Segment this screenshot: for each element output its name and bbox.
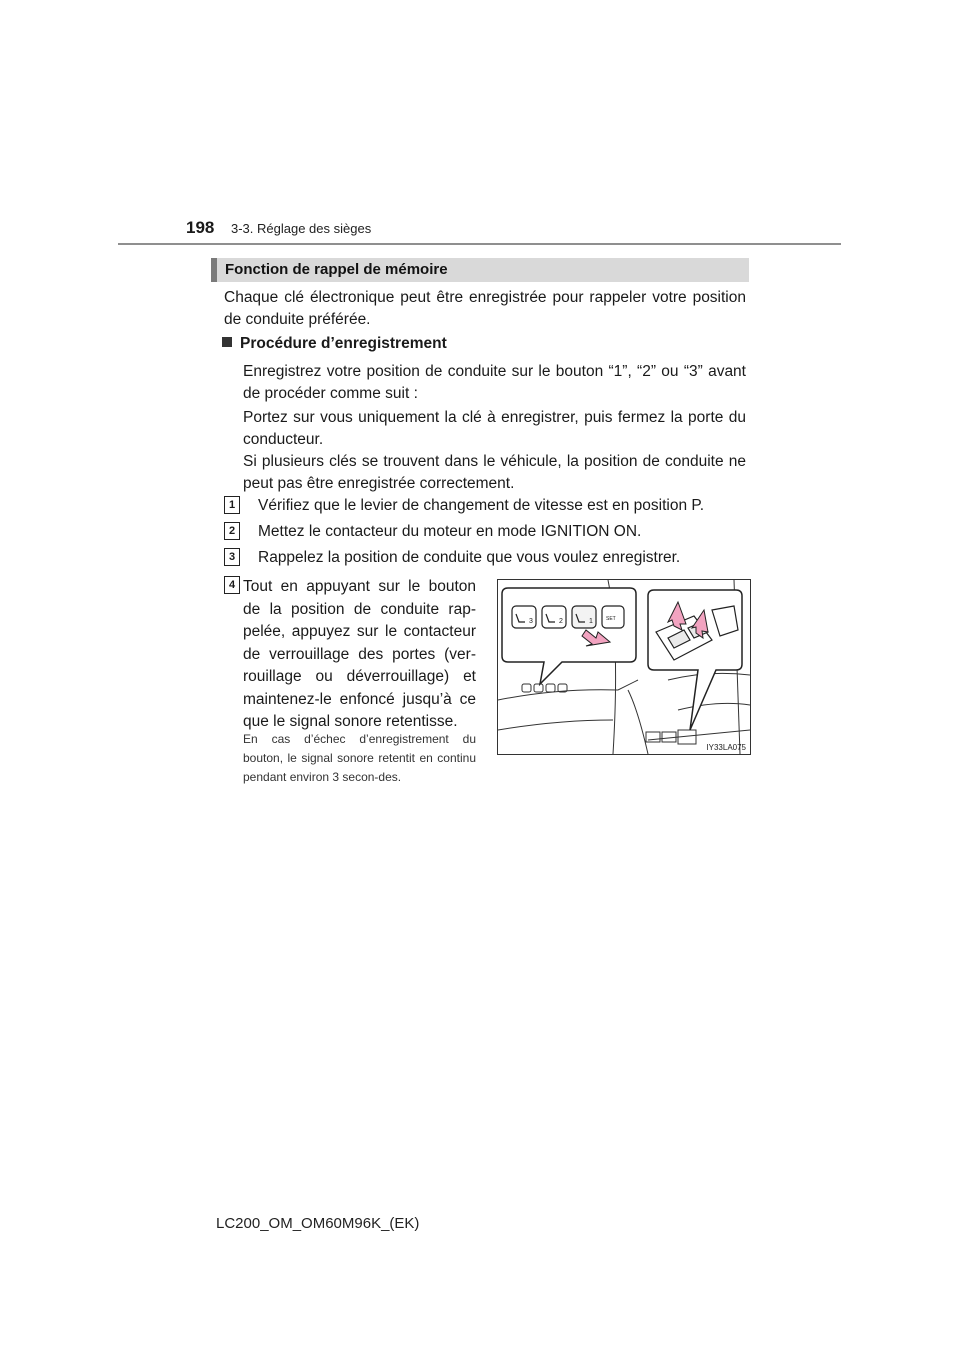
step-note: En cas d’échec d’enregistrement du bouton, le signal sonore retentit en continu pendant environ 3 secon-des.	[243, 732, 476, 784]
memory-button-label: 1	[589, 618, 593, 625]
figure-code: IY33LA075	[706, 743, 746, 752]
memory-switch-illustration	[497, 579, 751, 755]
step-text-4: Tout en appuyant sur le bouton de la position de conduite rap-pelée, appuyez sur le contacteur de verrouillage des portes (ver-rouillage ou déverrouillage) et maintenez-le enfoncé jusqu’à ce que le signal sonore retentisse.	[243, 578, 476, 730]
procedure-paragraph: Enregistrez votre position de conduite sur le bouton “1”, “2” ou “3” avant de procéder comme suit :	[243, 363, 746, 402]
step-text-1: Vérifiez que le levier de changement de vitesse est en position P.	[258, 497, 705, 514]
intro-paragraph: Chaque clé électronique peut être enregistrée pour rappeler votre position de conduite préférée.	[224, 289, 746, 328]
procedure-heading	[222, 335, 447, 353]
header-divider	[118, 243, 841, 245]
procedure-paragraph: Si plusieurs clés se trouvent dans le véhicule, la position de conduite ne peut pas être enregistrée correctement.	[243, 453, 746, 492]
memory-button-label: 2	[559, 618, 563, 625]
section-banner	[211, 258, 749, 282]
memory-button-label: SET	[606, 616, 616, 622]
step-text-2: Mettez le contacteur du moteur en mode IGNITION ON.	[258, 523, 642, 540]
memory-button-label: 3	[529, 618, 533, 625]
step-number-1: 1	[224, 496, 240, 514]
banner-accent-bar	[211, 258, 217, 282]
procedure-heading-text: Procédure d’enregistrement	[240, 335, 447, 352]
step-number-3: 3	[224, 548, 240, 566]
door-panel-drawing	[498, 580, 750, 754]
square-bullet-icon	[222, 337, 232, 347]
document-code: LC200_OM_OM60M96K_(EK)	[216, 1215, 420, 1232]
step-number-4: 4	[224, 576, 240, 594]
procedure-paragraph: Portez sur vous uniquement la clé à enregistrer, puis fermez la porte du conducteur.	[243, 409, 746, 448]
page-number: 198	[186, 218, 215, 237]
banner-title: Fonction de rappel de mémoire	[225, 261, 448, 278]
step-number-2: 2	[224, 522, 240, 540]
step-text-3: Rappelez la position de conduite que vous voulez enregistrer.	[258, 549, 681, 566]
section-title: 3-3. Réglage des sièges	[231, 221, 372, 236]
